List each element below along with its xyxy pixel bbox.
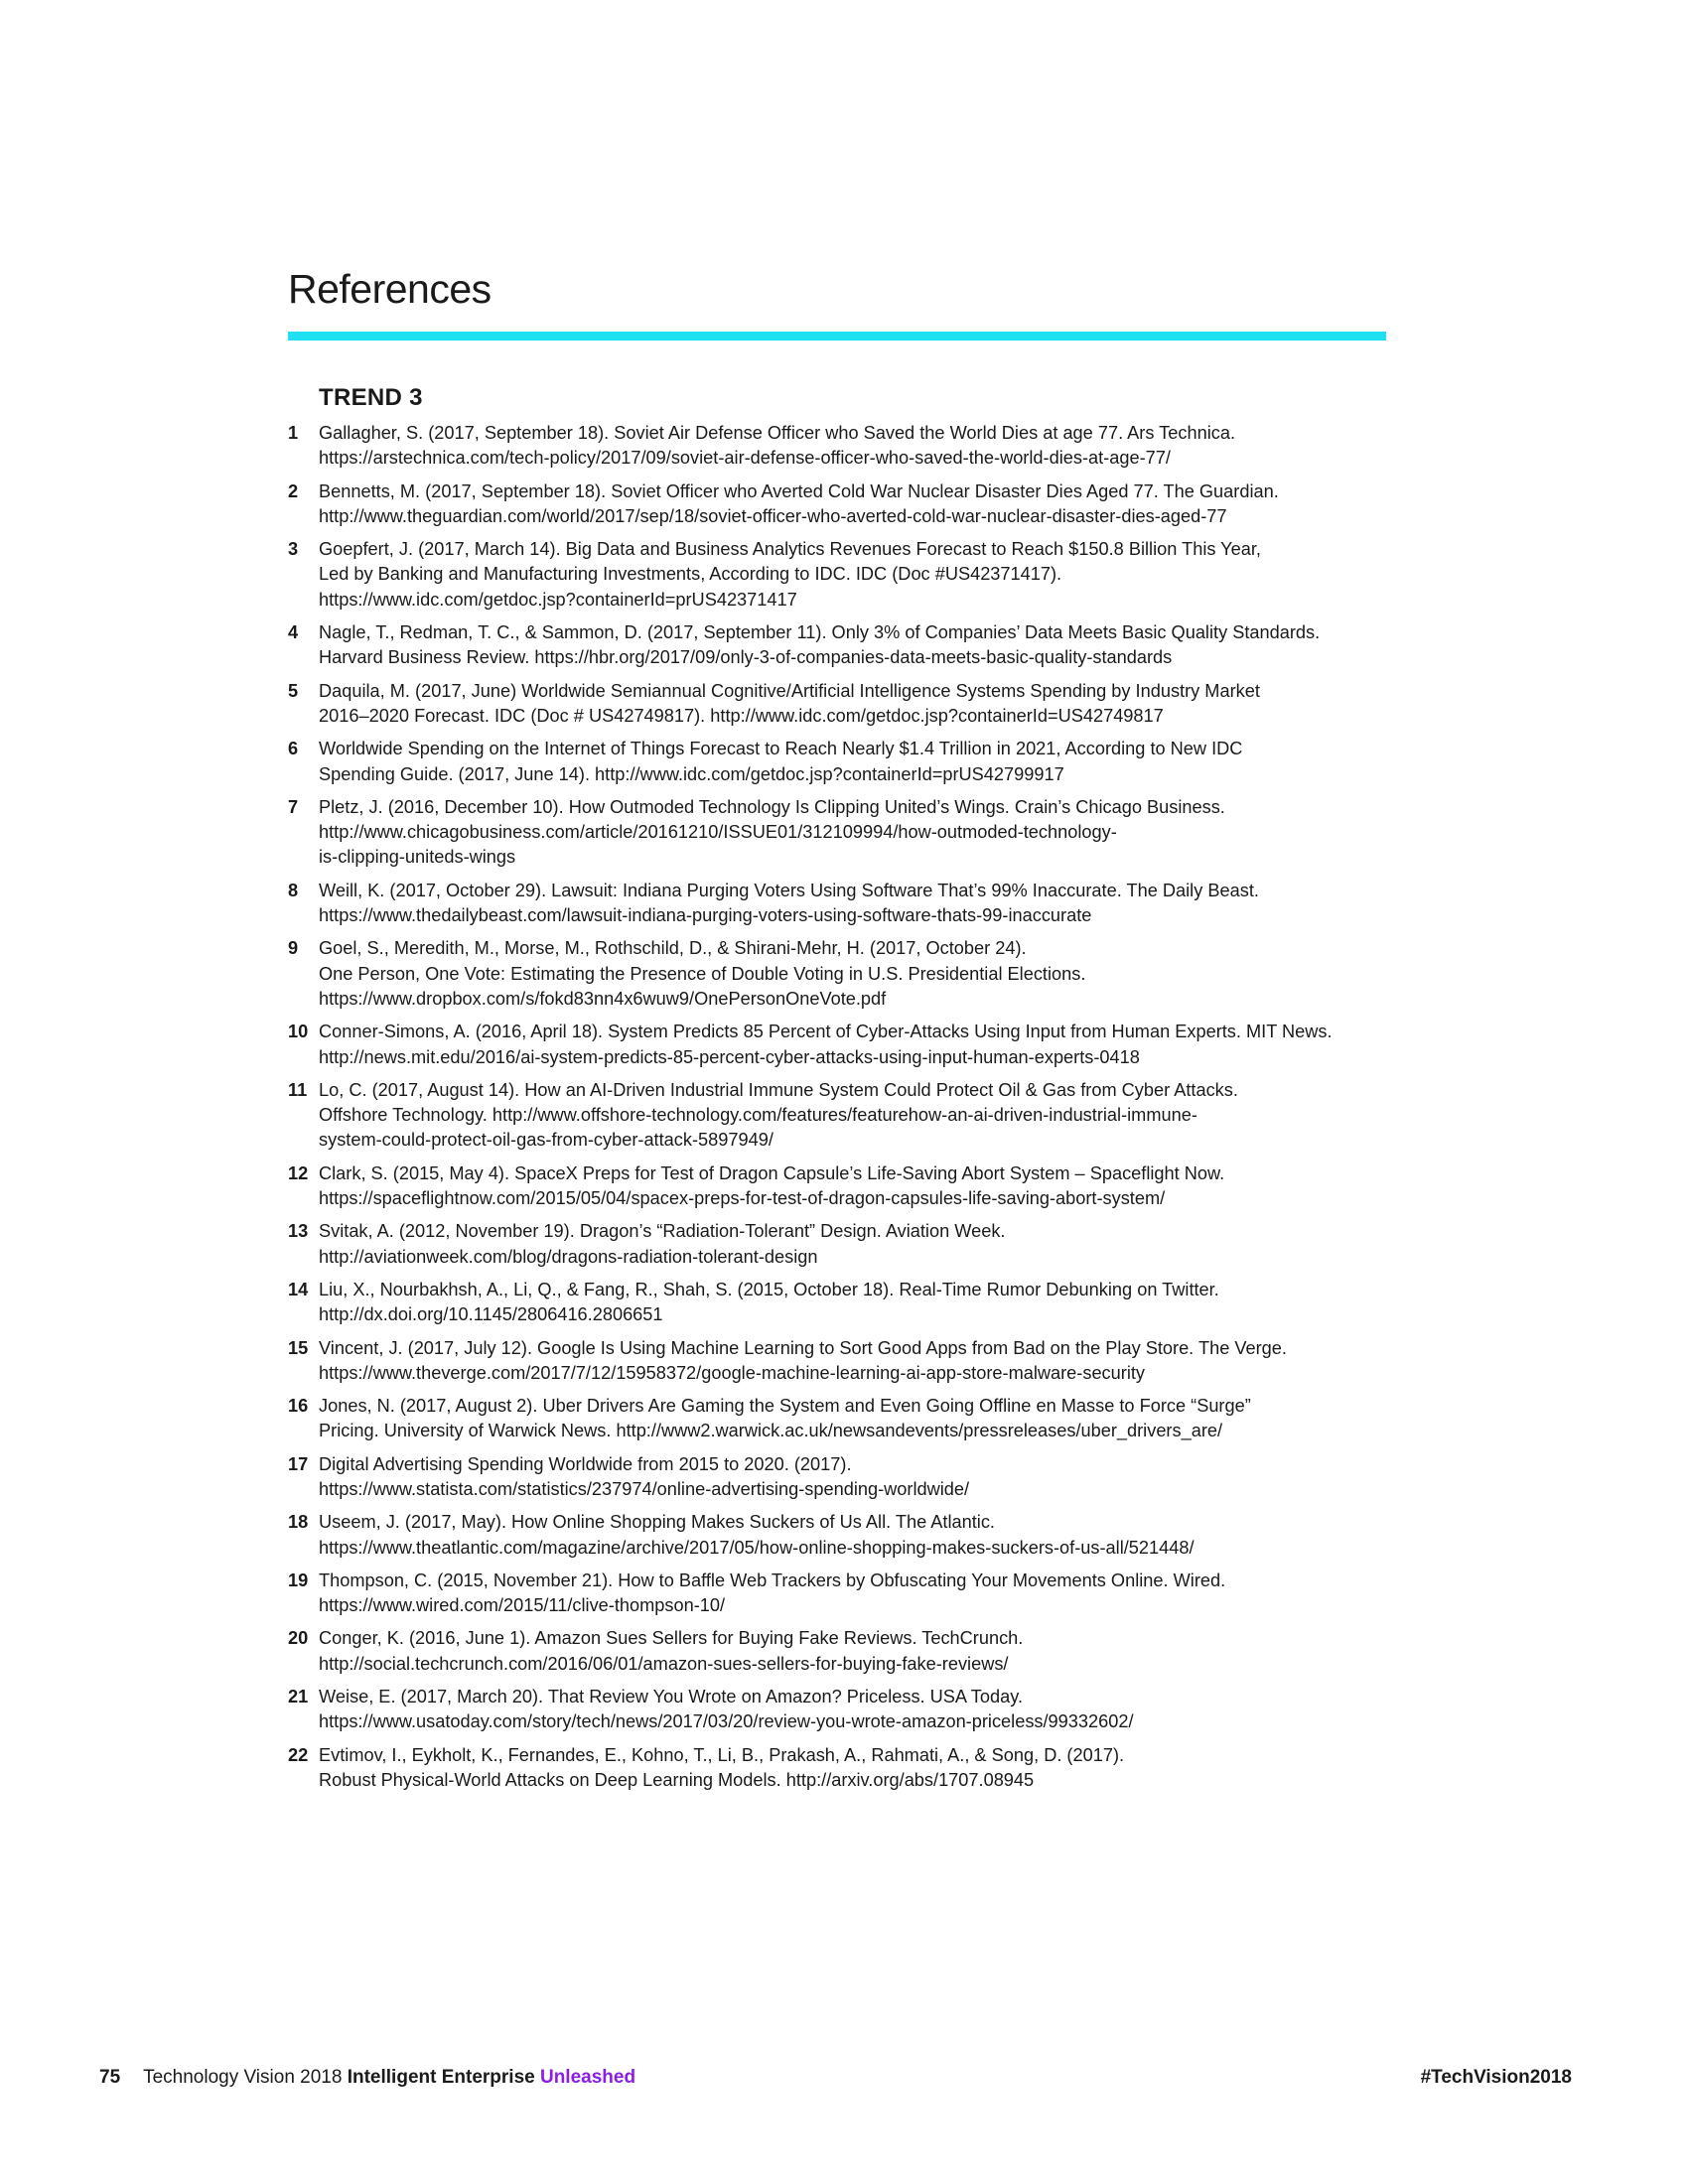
- reference-item: [288, 1743, 1400, 1794]
- reference-text: [319, 537, 1400, 613]
- reference-line: Digital Advertising Spending Worldwide from 2015 to 2020. (2017).: [319, 1453, 852, 1474]
- reference-text: [319, 1020, 1400, 1070]
- reference-text: [319, 1569, 1400, 1619]
- reference-line: Bennetts, M. (2017, September 18). Soviet Officer who Averted Cold War Nuclear Disaster Dies Aged 77. The Guardian.: [319, 480, 1279, 501]
- reference-line: https://www.statista.com/statistics/237974/online-advertising-spending-worldwide/: [319, 1478, 970, 1499]
- reference-line: https://spaceflightnow.com/2015/05/04/spacex-preps-for-test-of-dragon-capsules-life-saving-abort-system/: [319, 1188, 1166, 1209]
- reference-number: 20: [288, 1628, 309, 1649]
- reference-text: [319, 479, 1400, 530]
- reference-item: [288, 1020, 1400, 1070]
- reference-text: [319, 1685, 1400, 1735]
- reference-line: https://www.idc.com/getdoc.jsp?containerId=prUS42371417: [319, 589, 797, 610]
- section-heading: TREND 3: [319, 384, 423, 411]
- reference-line: Conger, K. (2016, June 1). Amazon Sues Sellers for Buying Fake Reviews. TechCrunch.: [319, 1628, 1024, 1649]
- reference-line: https://www.theatlantic.com/magazine/archive/2017/05/how-online-shopping-makes-suckers-of-us-all/521448/: [319, 1537, 1195, 1558]
- footer-left: [99, 2067, 635, 2089]
- reference-text: [319, 1743, 1400, 1794]
- reference-text: [319, 879, 1400, 929]
- reference-line: Gallagher, S. (2017, September 18). Soviet Air Defense Officer who Saved the World Dies at age 77. Ars Technica.: [319, 423, 1236, 443]
- reference-line: Spending Guide. (2017, June 14). http://www.idc.com/getdoc.jsp?containerId=prUS42799917: [319, 763, 1064, 784]
- reference-item: [288, 936, 1400, 1012]
- reference-item: [288, 1219, 1400, 1270]
- page-number: 75: [99, 2067, 121, 2088]
- reference-line: 2016–2020 Forecast. IDC (Doc # US42749817). http://www.idc.com/getdoc.jsp?containerId=US42749817: [319, 705, 1164, 726]
- page-title: References: [288, 266, 492, 312]
- reference-line: Goel, S., Meredith, M., Morse, M., Rothschild, D., & Shirani-Mehr, H. (2017, October 24).: [319, 938, 1027, 959]
- reference-text: [319, 1278, 1400, 1328]
- reference-item: [288, 479, 1400, 530]
- reference-line: Weise, E. (2017, March 20). That Review You Wrote on Amazon? Priceless. USA Today.: [319, 1687, 1023, 1707]
- reference-text: [319, 1078, 1400, 1154]
- reference-text: [319, 421, 1400, 472]
- reference-item: [288, 537, 1400, 613]
- reference-line: Liu, X., Nourbakhsh, A., Li, Q., & Fang, R., Shah, S. (2015, October 18). Real-Time Rumor Debunking on Twitter.: [319, 1279, 1219, 1299]
- reference-item: [288, 1161, 1400, 1212]
- reference-item: [288, 1510, 1400, 1561]
- reference-line: Thompson, C. (2015, November 21). How to Baffle Web Trackers by Obfuscating Your Movements Online. Wired.: [319, 1570, 1226, 1590]
- reference-line: Svitak, A. (2012, November 19). Dragon’s “Radiation-Tolerant” Design. Aviation Week.: [319, 1221, 1006, 1242]
- reference-number: 5: [288, 680, 299, 701]
- reference-line: http://www.theguardian.com/world/2017/sep/18/soviet-officer-who-averted-cold-war-nuclear-disaster-dies-aged-77: [319, 505, 1227, 526]
- title-rule: [288, 332, 1386, 341]
- reference-line: Nagle, T., Redman, T. C., & Sammon, D. (2017, September 11). Only 3% of Companies’ Data Meets Basic Quality Standards.: [319, 622, 1321, 643]
- reference-number: 4: [288, 622, 299, 643]
- reference-number: 8: [288, 880, 299, 900]
- reference-line: Pricing. University of Warwick News. http://www2.warwick.ac.uk/newsandevents/pressreleases/uber_drivers_are/: [319, 1421, 1223, 1441]
- reference-item: [288, 1336, 1400, 1387]
- reference-text: [319, 1336, 1400, 1387]
- reference-line: https://www.dropbox.com/s/fokd83nn4x6wuw9/OnePersonOneVote.pdf: [319, 988, 887, 1009]
- reference-line: Harvard Business Review. https://hbr.org/2017/09/only-3-of-companies-data-meets-basic-quality-standards: [319, 647, 1173, 668]
- reference-text: [319, 795, 1400, 871]
- reference-number: 17: [288, 1453, 309, 1474]
- reference-number: 3: [288, 539, 299, 560]
- reference-item: [288, 421, 1400, 472]
- reference-line: Useem, J. (2017, May). How Online Shopping Makes Suckers of Us All. The Atlantic.: [319, 1512, 995, 1533]
- reference-line: Lo, C. (2017, August 14). How an AI-Driven Industrial Immune System Could Protect Oil & Gas from Cyber Attacks.: [319, 1079, 1238, 1100]
- reference-number: 22: [288, 1744, 309, 1765]
- reference-item: [288, 620, 1400, 671]
- reference-text: [319, 1394, 1400, 1444]
- reference-text: [319, 620, 1400, 671]
- reference-list: [288, 421, 1400, 1801]
- reference-line: https://www.wired.com/2015/11/clive-thompson-10/: [319, 1595, 726, 1616]
- reference-item: [288, 737, 1400, 787]
- publication-title-bold: Intelligent Enterprise: [347, 2067, 535, 2088]
- reference-line: Robust Physical-World Attacks on Deep Learning Models. http://arxiv.org/abs/1707.08945: [319, 1769, 1035, 1790]
- reference-number: 16: [288, 1396, 309, 1417]
- reference-line: Worldwide Spending on the Internet of Things Forecast to Reach Nearly $1.4 Trillion in 2021, According to New IDC: [319, 739, 1243, 759]
- reference-line: https://www.thedailybeast.com/lawsuit-indiana-purging-voters-using-software-thats-99-inaccurate: [319, 905, 1092, 926]
- reference-line: Goepfert, J. (2017, March 14). Big Data and Business Analytics Revenues Forecast to Reach $150.8 Billion This Year,: [319, 539, 1261, 560]
- reference-line: https://www.theverge.com/2017/7/12/15958372/google-machine-learning-ai-app-store-malware-security: [319, 1362, 1146, 1383]
- reference-line: Led by Banking and Manufacturing Investments, According to IDC. IDC (Doc #US42371417).: [319, 564, 1062, 585]
- reference-number: 19: [288, 1570, 309, 1590]
- publication-title-accent: Unleashed: [539, 2067, 636, 2088]
- reference-item: [288, 1569, 1400, 1619]
- reference-item: [288, 1626, 1400, 1677]
- reference-line: system-could-protect-oil-gas-from-cyber-attack-5897949/: [319, 1130, 774, 1151]
- reference-number: 6: [288, 739, 299, 759]
- reference-line: Evtimov, I., Eykholt, K., Fernandes, E., Kohno, T., Li, B., Prakash, A., Rahmati, A., & Song, D. (2017).: [319, 1744, 1125, 1765]
- reference-line: Pletz, J. (2016, December 10). How Outmoded Technology Is Clipping United’s Wings. Crain’s Chicago Business.: [319, 796, 1225, 817]
- reference-number: 1: [288, 423, 299, 443]
- reference-item: [288, 1278, 1400, 1328]
- reference-number: 10: [288, 1022, 309, 1042]
- reference-number: 9: [288, 938, 299, 959]
- reference-number: 13: [288, 1221, 309, 1242]
- reference-line: https://arstechnica.com/tech-policy/2017/09/soviet-air-defense-officer-who-saved-the-world-dies-at-age-77/: [319, 448, 1171, 469]
- reference-line: Offshore Technology. http://www.offshore-technology.com/features/featurehow-an-ai-driven-industrial-immune-: [319, 1105, 1197, 1126]
- reference-line: http://news.mit.edu/2016/ai-system-predicts-85-percent-cyber-attacks-using-input-human-experts-0418: [319, 1046, 1140, 1067]
- reference-number: 18: [288, 1512, 309, 1533]
- reference-item: [288, 1394, 1400, 1444]
- reference-text: [319, 1219, 1400, 1270]
- reference-number: 14: [288, 1279, 309, 1299]
- reference-text: [319, 1452, 1400, 1503]
- reference-text: [319, 1510, 1400, 1561]
- reference-line: is-clipping-uniteds-wings: [319, 847, 516, 868]
- reference-line: http://www.chicagobusiness.com/article/20161210/ISSUE01/312109994/how-outmoded-technology-: [319, 822, 1117, 843]
- reference-number: 11: [288, 1079, 308, 1100]
- reference-number: 7: [288, 796, 299, 817]
- reference-line: https://www.usatoday.com/story/tech/news/2017/03/20/review-you-wrote-amazon-priceless/99332602/: [319, 1711, 1134, 1732]
- reference-line: http://dx.doi.org/10.1145/2806416.2806651: [319, 1304, 663, 1325]
- reference-text: [319, 1161, 1400, 1212]
- reference-line: One Person, One Vote: Estimating the Presence of Double Voting in U.S. Presidential Elections.: [319, 963, 1086, 984]
- reference-text: [319, 1626, 1400, 1677]
- reference-number: 21: [288, 1687, 309, 1707]
- reference-item: [288, 679, 1400, 730]
- reference-item: [288, 1685, 1400, 1735]
- reference-item: [288, 1078, 1400, 1154]
- reference-line: Jones, N. (2017, August 2). Uber Drivers Are Gaming the System and Even Going Offline en Masse to Force “Surge”: [319, 1396, 1251, 1417]
- reference-line: Weill, K. (2017, October 29). Lawsuit: Indiana Purging Voters Using Software That’s 99% Inaccurate. The Daily Beast.: [319, 880, 1259, 900]
- reference-number: 2: [288, 480, 299, 501]
- reference-item: [288, 1452, 1400, 1503]
- reference-line: Vincent, J. (2017, July 12). Google Is Using Machine Learning to Sort Good Apps from Bad on the Play Store. The Verge.: [319, 1337, 1287, 1358]
- reference-line: Clark, S. (2015, May 4). SpaceX Preps for Test of Dragon Capsule’s Life-Saving Abort System – Spaceflight Now.: [319, 1162, 1225, 1183]
- reference-number: 12: [288, 1162, 309, 1183]
- reference-line: Conner-Simons, A. (2016, April 18). System Predicts 85 Percent of Cyber-Attacks Using Input from Human Experts. MIT News.: [319, 1022, 1333, 1042]
- reference-item: [288, 879, 1400, 929]
- reference-text: [319, 936, 1400, 1012]
- reference-line: http://social.techcrunch.com/2016/06/01/amazon-sues-sellers-for-buying-fake-reviews/: [319, 1653, 1009, 1674]
- reference-line: http://aviationweek.com/blog/dragons-radiation-tolerant-design: [319, 1246, 818, 1267]
- reference-item: [288, 795, 1400, 871]
- publication-name: Technology Vision 2018: [143, 2067, 343, 2088]
- reference-number: 15: [288, 1337, 309, 1358]
- footer-hashtag: #TechVision2018: [1420, 2067, 1572, 2088]
- reference-text: [319, 737, 1400, 787]
- reference-text: [319, 679, 1400, 730]
- reference-line: Daquila, M. (2017, June) Worldwide Semiannual Cognitive/Artificial Intelligence Systems Spending by Industry Market: [319, 680, 1260, 701]
